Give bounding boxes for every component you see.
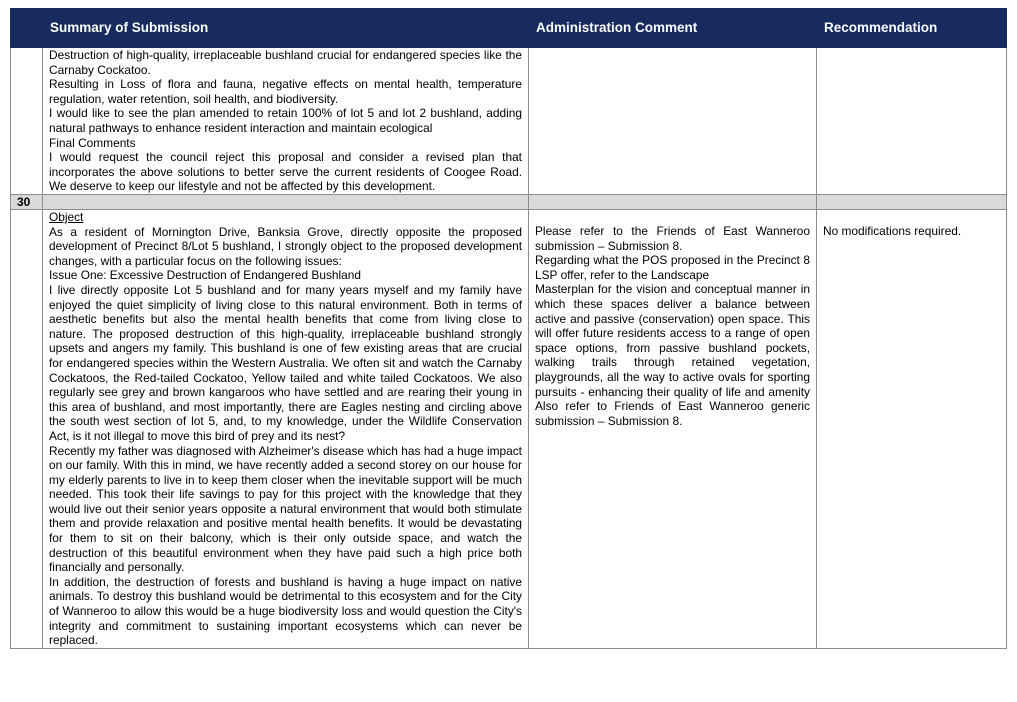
submission-number: 30 (11, 195, 43, 210)
submission-type: Object (49, 210, 84, 224)
header-summary: Summary of Submission (43, 9, 529, 48)
summary-paragraph: Resulting in Loss of flora and fauna, negative effects on mental health, temperature regulation, water retention, soil health, and biodiversity. (49, 77, 522, 106)
recommendation-cell (817, 210, 1007, 649)
recommendation-cell (817, 48, 1007, 195)
admin-comment-paragraph: Masterplan for the vision and conceptual manner in which these spaces deliver a balance between active and passive (conservation) open space. This will offer future residents access to a range of open space options, from passive bushland pockets, walking trails through retained vegetation, playgrounds, all the way to active ovals for sporting pursuits - enhancing their quality of life and amenity Also refer to Friends of East Wanneroo generic submission – Submission 8. (535, 282, 810, 428)
summary-cell (43, 210, 529, 649)
row-number-cell (11, 210, 43, 649)
summary-paragraph: I would like to see the plan amended to retain 100% of lot 5 and lot 2 bushland, adding natural pathways to enhance resident interaction and maintain ecological (49, 106, 522, 135)
admin-comment-paragraph: Please refer to the Friends of East Wanneroo submission – Submission 8. (535, 224, 810, 253)
row-number-cell (11, 48, 43, 195)
header-number (11, 9, 43, 48)
recommendation-text: No modifications required. (823, 224, 962, 238)
table-row (11, 210, 1007, 649)
table-row (11, 48, 1007, 195)
submission-number-row (11, 195, 1007, 210)
summary-paragraph: Issue One: Excessive Destruction of Endangered Bushland (49, 268, 361, 283)
summary-paragraph: Recently my father was diagnosed with Alzheimer's disease which has had a huge impact on our family. With this in mind, we have recently added a second storey on our house for my elderly parents to live in to keep them closer when the inevitable support will be much needed. This took their life savings to pay for this project with the knowledge that they would live out their senior years opposite a natural environment that would both stimulate them and provide relaxation and positive mental health benefits. It would be devastating for them to sit on their balcony, which is their only outside space, and watch the destruction of this beautiful environment when they have paid such a high price both financially and personally. (49, 443, 522, 575)
summary-paragraph: As a resident of Mornington Drive, Banksia Grove, directly opposite the proposed development of Precinct 8/Lot 5 bushland, I strongly object to the proposed development changes, with a particular focus on the following issues: (49, 224, 522, 268)
summary-paragraph: I live directly opposite Lot 5 bushland and for many years myself and my family have enjoyed the quiet simplicity of living close to this natural environment. Both in terms of aesthetic benefits but also the mental health benefits that come from living close to nature. The proposed destruction of this high-quality, irreplaceable bushland strongly upsets and angers my family. This bushland is one of few existing areas that are crucial for endangered species within the Western Australia. We often sit and watch the Carnaby Cockatoos, the Red-tailed Cockatoo, Yellow tailed and white tailed Cockatoos. We also regularly see grey and brown kangaroos who have settled and are rearing their young in this area of bushland, and most importantly, there are Eagles nesting and circling above the south west section of lot 5, and, to my knowledge, under the Wildlife Conservation Act, is it not illegal to move this bird of prey and its nest? (49, 282, 522, 443)
summary-paragraph: Destruction of high-quality, irreplaceable bushland crucial for endangered species like the Carnaby Cockatoo. (49, 48, 522, 77)
summary-cell (43, 48, 529, 195)
summary-paragraph: I would request the council reject this proposal and consider a revised plan that incorporates the above solutions to better serve the current residents of Coogee Road. We deserve to keep our lifestyle and not be affected by this development. (49, 150, 522, 194)
header-admin-comment: Administration Comment (529, 9, 817, 48)
summary-paragraph: In addition, the destruction of forests and bushland is having a huge impact on native animals. To destroy this bushland would be detrimental to this ecosystem and for the City of Wanneroo to allow this would be a huge biodiversity loss and would question the City's integrity and commitment to sustaining important ecosystems which can never be replaced. (49, 574, 522, 648)
admin-comment-cell (529, 48, 817, 195)
submissions-table (10, 8, 1007, 649)
table-header-row (11, 9, 1007, 48)
summary-paragraph: Final Comments (49, 135, 136, 150)
admin-comment-paragraph: Regarding what the POS proposed in the Precinct 8 LSP offer, refer to the Landscape (535, 253, 810, 282)
admin-comment-cell (529, 210, 817, 649)
header-recommendation: Recommendation (817, 9, 1007, 48)
